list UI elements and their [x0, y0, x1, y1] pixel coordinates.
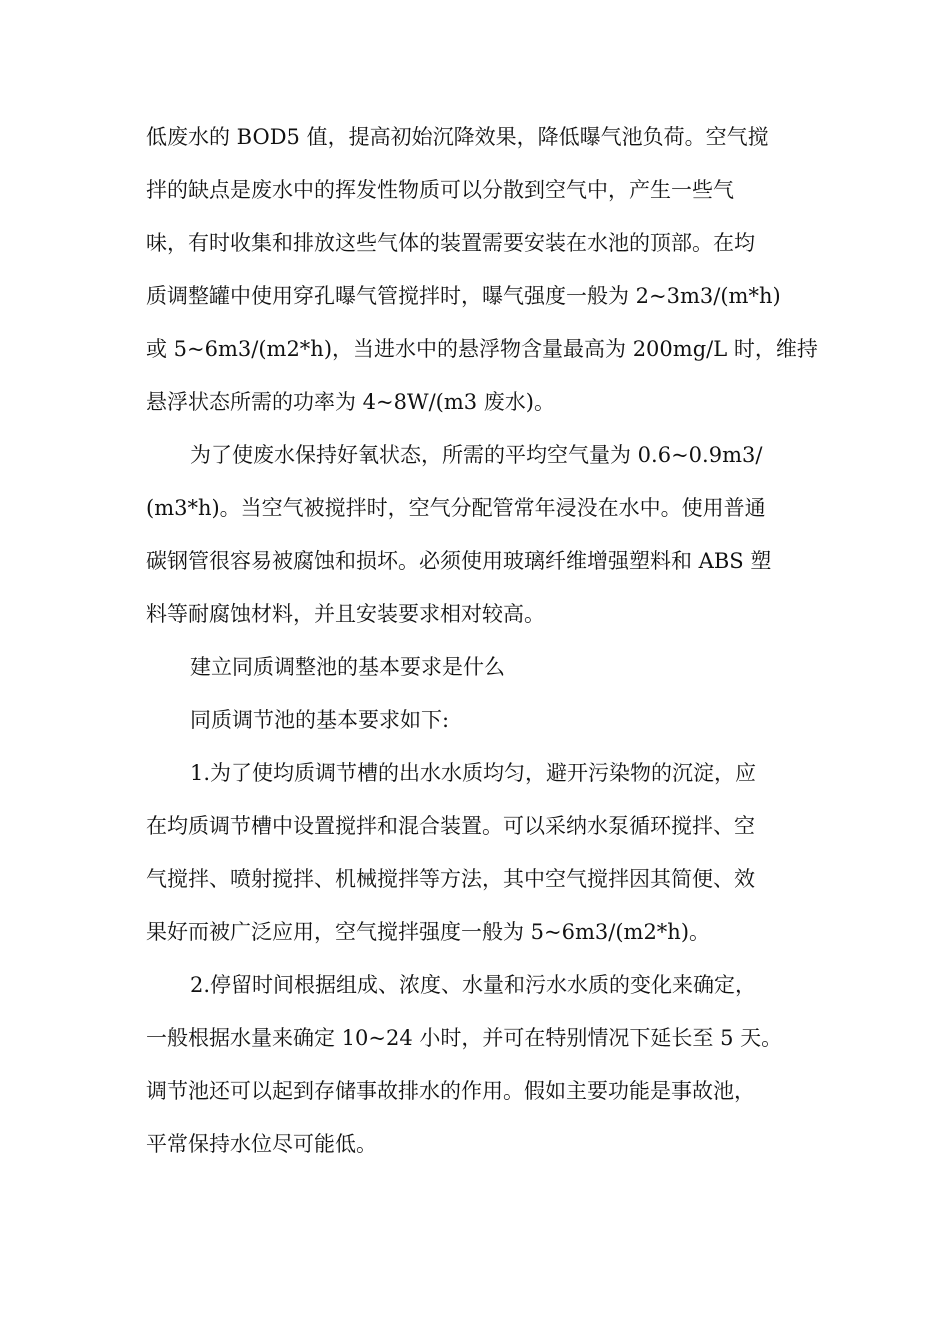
- text-line: 调节池还可以起到存储事故排水的作用。假如主要功能是事故池，: [146, 1079, 755, 1103]
- text-line: 一般根据水量来确定 10~24 小时，并可在特别情况下延长至 5 天。: [146, 1026, 783, 1050]
- text-line: 为了使废水保持好氧状态，所需的平均空气量为 0.6~0.9m3/: [190, 443, 763, 467]
- text-line: (m3*h)。当空气被搅拌时，空气分配管常年浸没在水中。使用普通: [146, 496, 766, 520]
- section-heading: 建立同质调整池的基本要求是什么: [190, 655, 505, 679]
- text-line: 悬浮状态所需的功率为 4~8W/(m3 废水)。: [146, 390, 555, 414]
- text-line: 质调整罐中使用穿孔曝气管搅拌时，曝气强度一般为 2~3m3/(m*h): [146, 284, 781, 308]
- text-line: 同质调节池的基本要求如下:: [190, 708, 450, 732]
- text-line: 或 5~6m3/(m2*h)，当进水中的悬浮物含量最高为 200mg/L 时，维持: [146, 337, 818, 361]
- text-line: 拌的缺点是废水中的挥发性物质可以分散到空气中，产生一些气: [146, 178, 734, 202]
- list-item-2: 2.停留时间根据组成、浓度、水量和污水水质的变化来确定，: [190, 973, 757, 997]
- text-line: 碳钢管很容易被腐蚀和损坏。必须使用玻璃纤维增强塑料和 ABS 塑: [146, 549, 772, 573]
- text-line: 低废水的 BOD5 值，提高初始沉降效果，降低曝气池负荷。空气搅: [146, 125, 769, 149]
- text-line: 平常保持水位尽可能低。: [146, 1132, 377, 1156]
- text-line: 果好而被广泛应用，空气搅拌强度一般为 5~6m3/(m2*h)。: [146, 920, 711, 944]
- list-item-1: 1.为了使均质调节槽的出水水质均匀，避开污染物的沉淀，应: [190, 761, 757, 785]
- text-line: 料等耐腐蚀材料，并且安装要求相对较高。: [146, 602, 545, 626]
- text-line: 气搅拌、喷射搅拌、机械搅拌等方法，其中空气搅拌因其简便、效: [146, 867, 755, 891]
- text-line: 在均质调节槽中设置搅拌和混合装置。可以采纳水泵循环搅拌、空: [146, 814, 755, 838]
- text-line: 味，有时收集和排放这些气体的装置需要安装在水池的顶部。在均: [146, 231, 755, 255]
